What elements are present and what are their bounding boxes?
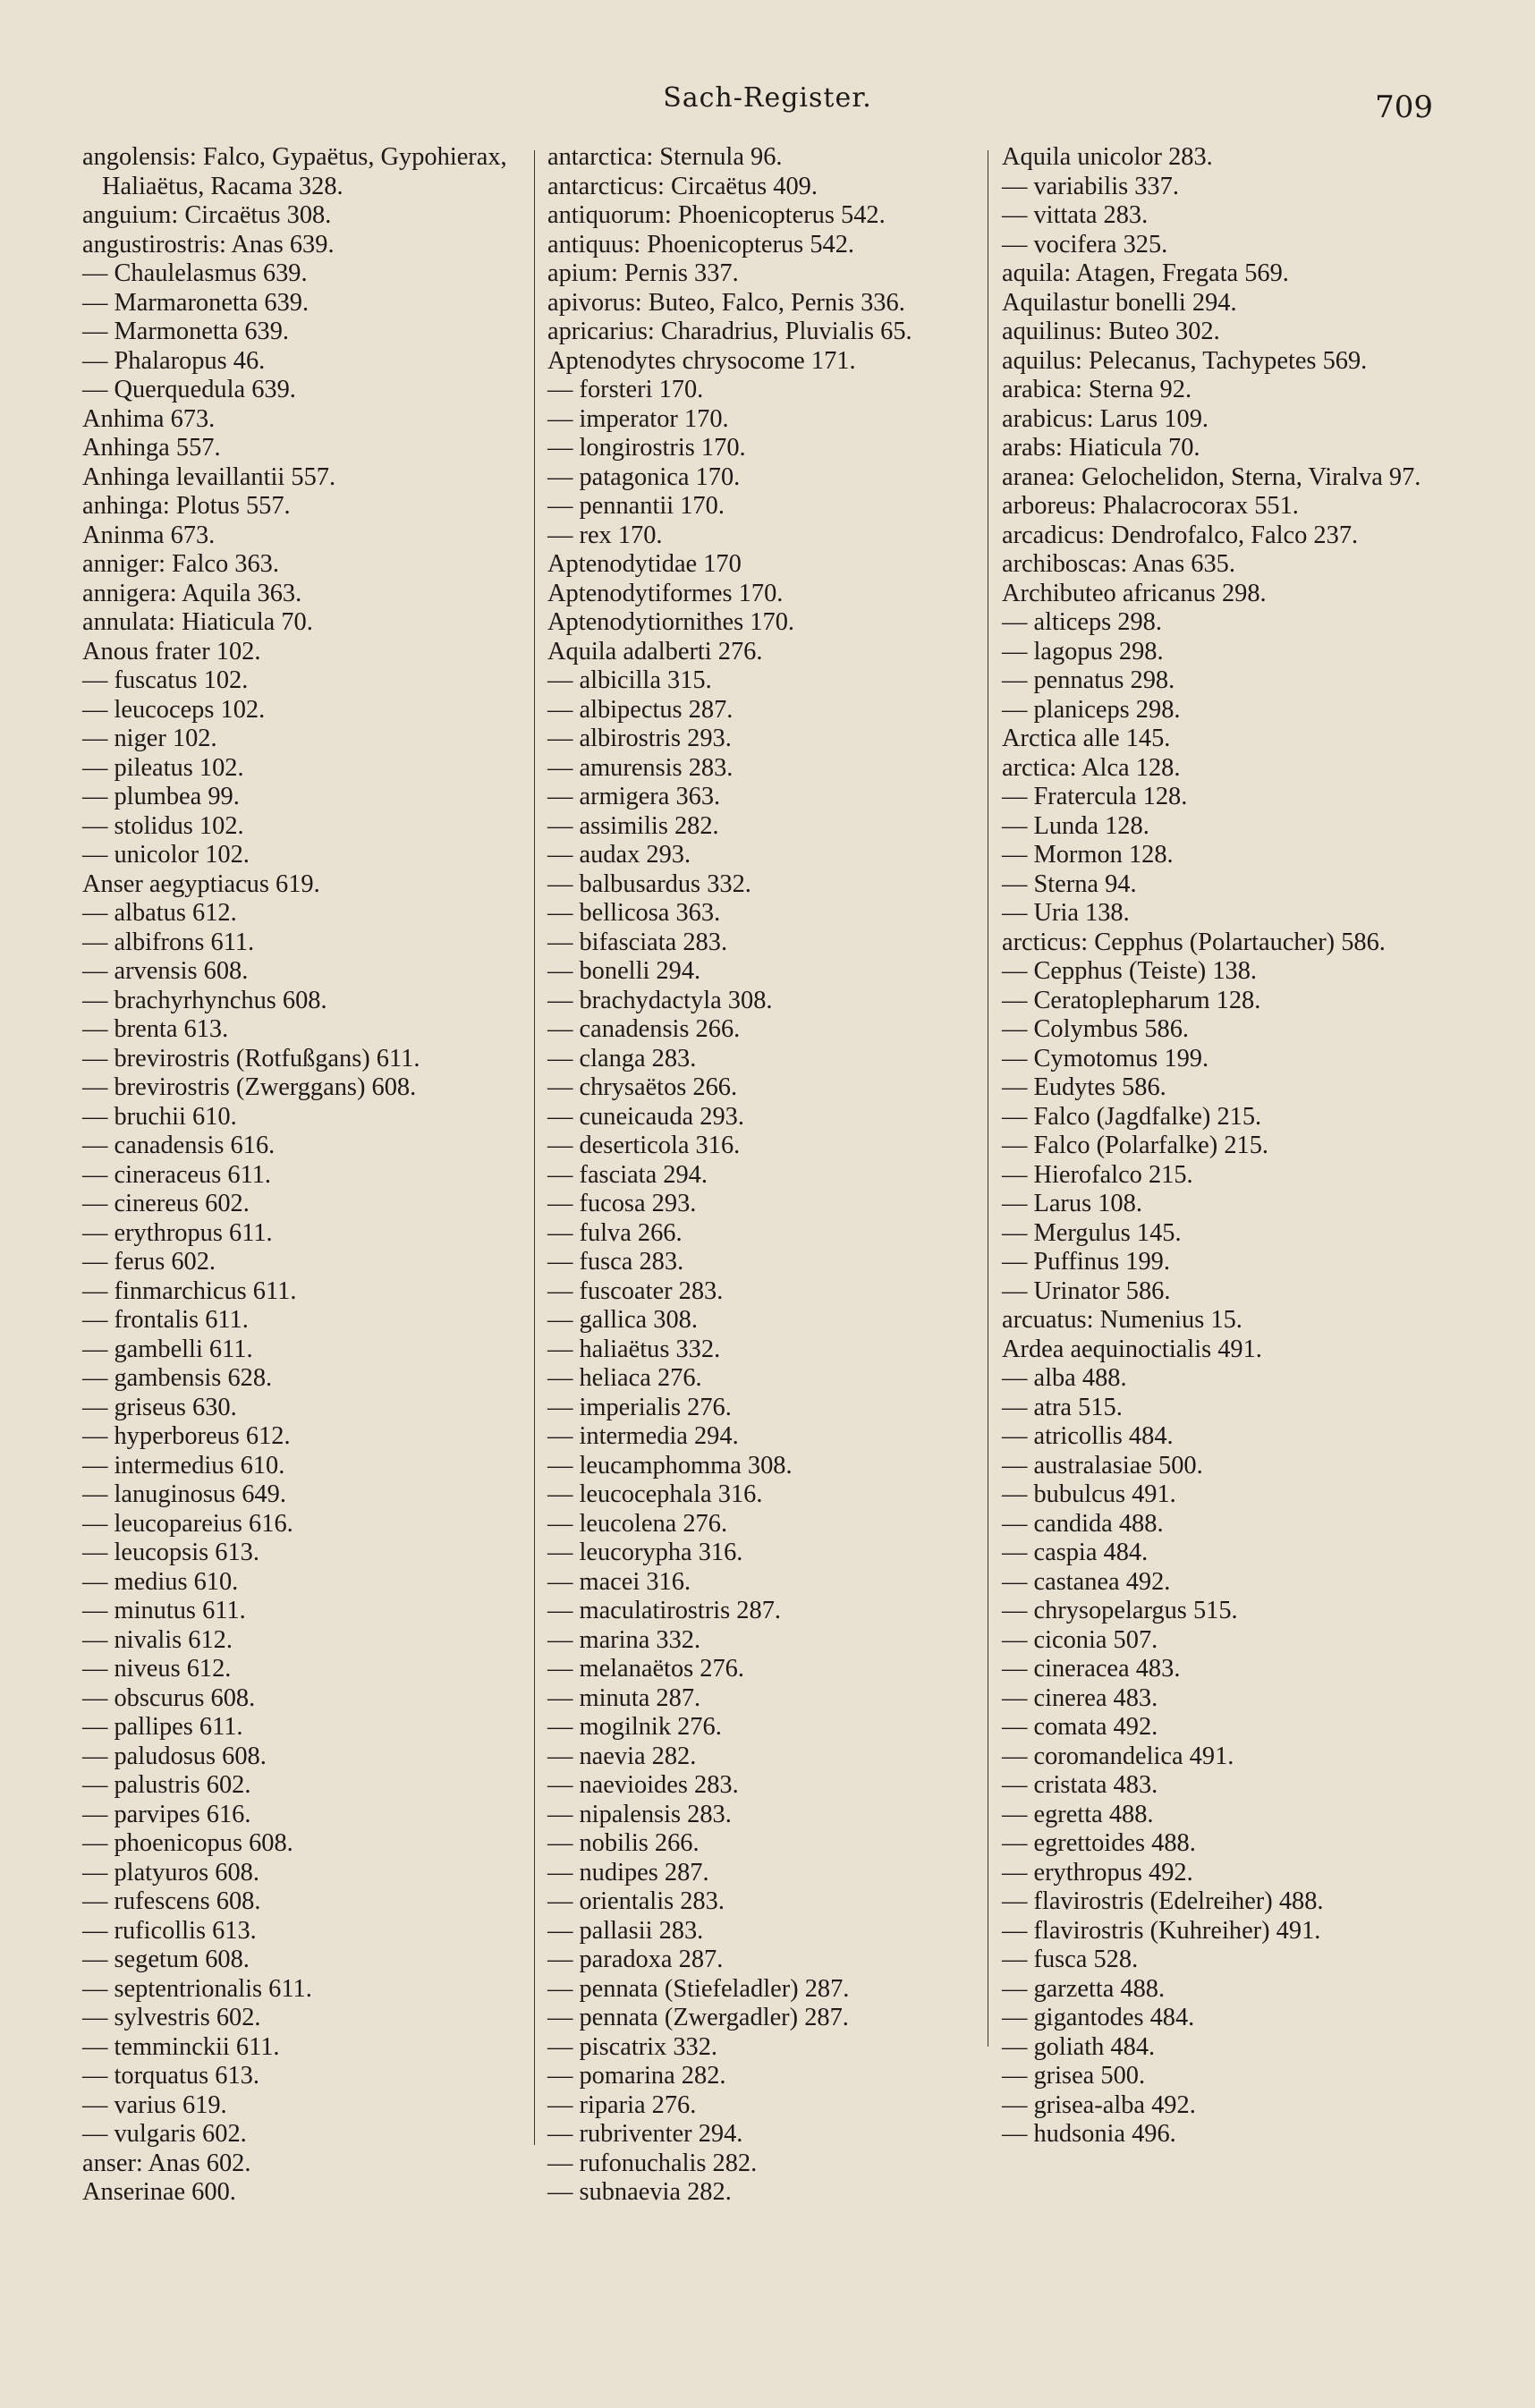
index-entry: archiboscas: Anas 635. xyxy=(1002,550,1235,578)
index-entry: — ruficollis 613. xyxy=(82,1916,257,1945)
index-entry: — naevia 282. xyxy=(547,1742,697,1770)
index-entry: Aninma 673. xyxy=(82,521,216,549)
index-entry: — bifasciata 283. xyxy=(547,928,728,956)
index-entry: — balbusardus 332. xyxy=(547,869,751,898)
index-entry: — maculatirostris 287. xyxy=(547,1597,781,1624)
index-entry: — platyuros 608. xyxy=(82,1858,259,1887)
index-entry: — comata 492. xyxy=(1002,1713,1158,1741)
index-entry: — pennatus 298. xyxy=(1002,666,1175,694)
index-entry: — niveus 612. xyxy=(82,1655,232,1683)
index-entry: Aquila adalberti 276. xyxy=(547,637,763,666)
index-entry: — albirostris 293. xyxy=(547,725,732,752)
index-entry: — hyperboreus 612. xyxy=(82,1422,291,1450)
index-entry: — coromandelica 491. xyxy=(1002,1742,1234,1770)
index-entry: — varius 619. xyxy=(82,2090,227,2119)
index-entry: — rex 170. xyxy=(547,521,663,549)
index-entry: annulata: Hiaticula 70. xyxy=(82,608,313,636)
index-entry: — frontalis 611. xyxy=(82,1306,249,1334)
index-entry: — fucosa 293. xyxy=(547,1190,697,1217)
index-entry: — pennantii 170. xyxy=(547,492,725,520)
index-entry: — nobilis 266. xyxy=(547,1829,700,1857)
index-entry: — medius 610. xyxy=(82,1567,239,1596)
index-entry: — Falco (Polarfalke) 215. xyxy=(1002,1132,1269,1159)
index-entry: — brachyrhynchus 608. xyxy=(82,986,327,1014)
index-entry: — gallica 308. xyxy=(547,1306,698,1334)
index-entry: — palustris 602. xyxy=(82,1771,251,1799)
index-entry: — obscurus 608. xyxy=(82,1683,256,1712)
index-entry: antarcticus: Circaëtus 409. xyxy=(547,172,818,200)
index-entry: — Marmaronetta 639. xyxy=(82,288,310,317)
index-entry: — vittata 283. xyxy=(1002,201,1149,229)
index-entry: — castanea 492. xyxy=(1002,1567,1171,1596)
index-entry: — leucopsis 613. xyxy=(82,1539,259,1566)
index-entry: Anser aegyptiacus 619. xyxy=(82,869,320,898)
index-entry: antarctica: Sternula 96. xyxy=(547,143,783,171)
index-entry: arcadicus: Dendrofalco, Falco 237. xyxy=(1002,521,1359,549)
index-entry: — albatus 612. xyxy=(82,899,237,927)
index-entry: — albicilla 315. xyxy=(547,666,712,694)
index-entry: aquila: Atagen, Fregata 569. xyxy=(1002,259,1289,287)
index-entry: — amurensis 283. xyxy=(547,753,734,782)
index-entry: — Puffinus 199. xyxy=(1002,1248,1170,1276)
index-entry: — Querquedula 639. xyxy=(82,376,296,403)
index-entry: arctica: Alca 128. xyxy=(1002,753,1181,782)
index-entry: — pennata (Zwergadler) 287. xyxy=(547,2004,849,2031)
index-entry: — plumbea 99. xyxy=(82,783,240,810)
index-entry: — hudsonia 496. xyxy=(1002,2120,1176,2148)
index-entry: — chrysopelargus 515. xyxy=(1002,1597,1238,1624)
index-entry: — bellicosa 363. xyxy=(547,899,721,927)
index-entry: — Cepphus (Teiste) 138. xyxy=(1002,957,1258,985)
index-entry: — forsteri 170. xyxy=(547,376,704,403)
index-entry: — Chaulelasmus 639. xyxy=(82,259,308,287)
index-entry: Archibuteo africanus 298. xyxy=(1002,579,1267,607)
index-entry: — albipectus 287. xyxy=(547,695,734,724)
index-entry: — naevioides 283. xyxy=(547,1771,739,1799)
index-entry: Anhima 673. xyxy=(82,404,216,433)
index-entry: — leucolena 276. xyxy=(547,1509,728,1538)
index-entry: — Fratercula 128. xyxy=(1002,783,1188,810)
index-entry: — niger 102. xyxy=(82,725,217,752)
index-entry: — pallasii 283. xyxy=(547,1916,704,1945)
index-entry: — armigera 363. xyxy=(547,783,721,810)
index-entry: — caspia 484. xyxy=(1002,1539,1149,1566)
index-entry: — fasciata 294. xyxy=(547,1160,708,1189)
index-entry: — alba 488. xyxy=(1002,1364,1127,1392)
index-entry: Aptenodytidae 170 xyxy=(547,550,742,578)
index-entry: — nivalis 612. xyxy=(82,1625,233,1654)
index-entry: — intermedia 294. xyxy=(547,1422,739,1450)
index-entry: — pomarina 282. xyxy=(547,2062,726,2090)
index-column-3 xyxy=(1002,143,1440,2149)
index-entry: arboreus: Phalacrocorax 551. xyxy=(1002,492,1299,520)
index-entry: — planiceps 298. xyxy=(1002,695,1181,724)
index-entry: — Colymbus 586. xyxy=(1002,1015,1190,1043)
index-entry: Aptenodytiformes 170. xyxy=(547,579,784,607)
index-entry: — fusca 283. xyxy=(547,1248,684,1276)
index-entry: — Hierofalco 215. xyxy=(1002,1160,1193,1189)
index-entry: — goliath 484. xyxy=(1002,2032,1156,2061)
index-entry: — Urinator 586. xyxy=(1002,1276,1171,1305)
index-entry: apium: Pernis 337. xyxy=(547,259,739,287)
index-entry: — brevirostris (Rotfußgans) 611. xyxy=(82,1044,420,1073)
index-entry: arabica: Sterna 92. xyxy=(1002,376,1192,403)
index-entry: aranea: Gelochelidon, Sterna, Viralva 97. xyxy=(1002,462,1421,491)
index-entry: — brachydactyla 308. xyxy=(547,986,773,1014)
index-entry: — rubriventer 294. xyxy=(547,2120,743,2148)
index-entry: — fuscatus 102. xyxy=(82,666,249,694)
index-entry: — flavirostris (Kuhreiher) 491. xyxy=(1002,1916,1321,1945)
index-column-1 xyxy=(82,143,525,2208)
index-entry: — gambensis 628. xyxy=(82,1364,273,1392)
index-entry: — bruchii 610. xyxy=(82,1102,237,1131)
index-entry: — egretta 488. xyxy=(1002,1800,1154,1828)
index-entry: Anous frater 102. xyxy=(82,637,261,666)
running-head: Sach-Register. xyxy=(663,82,872,114)
index-entry: — Lunda 128. xyxy=(1002,811,1149,840)
index-entry: — nipalensis 283. xyxy=(547,1800,732,1828)
index-entry: — Cymotomus 199. xyxy=(1002,1044,1209,1073)
index-entry: angustirostris: Anas 639. xyxy=(82,230,335,259)
index-entry: antiquorum: Phoenicopterus 542. xyxy=(547,201,886,229)
index-entry: — paludosus 608. xyxy=(82,1742,267,1770)
index-entry: — haliaëtus 332. xyxy=(547,1335,721,1363)
index-entry: — grisea 500. xyxy=(1002,2062,1146,2090)
index-entry: — Ceratoplepharum 128. xyxy=(1002,986,1261,1014)
index-entry: — piscatrix 332. xyxy=(547,2032,718,2061)
index-entry: — brevirostris (Zwerggans) 608. xyxy=(82,1073,417,1101)
index-entry: aquilus: Pelecanus, Tachypetes 569. xyxy=(1002,346,1368,375)
index-entry: — cinereus 602. xyxy=(82,1190,250,1217)
index-entry: — stolidus 102. xyxy=(82,811,244,840)
index-entry: annigera: Aquila 363. xyxy=(82,579,302,607)
index-entry: — candida 488. xyxy=(1002,1509,1164,1538)
index-entry: — segetum 608. xyxy=(82,1946,250,1973)
index-entry: — cuneicauda 293. xyxy=(547,1102,744,1131)
index-entry: — alticeps 298. xyxy=(1002,608,1162,636)
index-entry: — canadensis 616. xyxy=(82,1132,276,1159)
index-entry: — macei 316. xyxy=(547,1567,691,1596)
index-entry: apivorus: Buteo, Falco, Pernis 336. xyxy=(547,288,905,317)
index-entry: — Mergulus 145. xyxy=(1002,1218,1182,1247)
index-entry: — phoenicopus 608. xyxy=(82,1829,293,1857)
index-entry: anser: Anas 602. xyxy=(82,2149,251,2177)
index-entry: Anserinae 600. xyxy=(82,2178,236,2206)
index-entry: — bonelli 294. xyxy=(547,957,701,985)
index-entry: — vocifera 325. xyxy=(1002,230,1168,259)
index-entry: — minuta 287. xyxy=(547,1683,701,1712)
index-entry: — Phalaropus 46. xyxy=(82,346,266,375)
index-entry: — pallipes 611. xyxy=(82,1713,243,1741)
index-entry: — rufescens 608. xyxy=(82,1887,261,1915)
index-entry: — minutus 611. xyxy=(82,1597,246,1624)
index-entry: — gambelli 611. xyxy=(82,1335,253,1363)
index-entry: — nudipes 287. xyxy=(547,1858,709,1887)
index-entry: — pennata (Stiefeladler) 287. xyxy=(547,1974,850,2003)
index-entry: — ciconia 507. xyxy=(1002,1625,1158,1654)
index-entry: — intermedius 610. xyxy=(82,1451,285,1480)
index-entry: arabs: Hiaticula 70. xyxy=(1002,434,1200,462)
index-entry: — atra 515. xyxy=(1002,1393,1123,1421)
index-entry: Arctica alle 145. xyxy=(1002,725,1171,752)
index-column-2 xyxy=(547,143,981,2208)
index-entry: apricarius: Charadrius, Pluvialis 65. xyxy=(547,318,912,345)
index-entry: — finmarchicus 611. xyxy=(82,1276,297,1305)
index-entry: — Mormon 128. xyxy=(1002,841,1174,869)
index-entry: — melanaëtos 276. xyxy=(547,1655,744,1683)
page-number: 709 xyxy=(1375,89,1433,125)
index-entry: — Larus 108. xyxy=(1002,1190,1142,1217)
index-entry: — parvipes 616. xyxy=(82,1800,251,1828)
index-entry: — assimilis 282. xyxy=(547,811,719,840)
index-entry: — leucopareius 616. xyxy=(82,1509,293,1538)
index-entry: — rufonuchalis 282. xyxy=(547,2149,758,2177)
index-entry: — chrysaëtos 266. xyxy=(547,1073,738,1101)
index-entry: arcticus: Cepphus (Polartaucher) 586. xyxy=(1002,928,1386,956)
index-entry: — leucorypha 316. xyxy=(547,1539,743,1566)
index-entry: — heliaca 276. xyxy=(547,1364,702,1392)
index-entry: Aquilastur bonelli 294. xyxy=(1002,288,1237,317)
index-entry: — fulva 266. xyxy=(547,1218,683,1247)
index-entry: anguium: Circaëtus 308. xyxy=(82,201,332,229)
index-entry: — fusca 528. xyxy=(1002,1946,1139,1973)
index-entry: — vulgaris 602. xyxy=(82,2120,247,2148)
index-entry: — Uria 138. xyxy=(1002,899,1130,927)
index-entry: — unicolor 102. xyxy=(82,841,250,869)
index-entry: — cineracea 483. xyxy=(1002,1655,1181,1683)
index-entry: Aptenodytes chrysocome 171. xyxy=(547,346,856,375)
column-divider-1 xyxy=(534,150,535,2145)
index-entry: — septentrionalis 611. xyxy=(82,1974,312,2003)
index-entry: Anhinga levaillantii 557. xyxy=(82,462,336,491)
index-entry: antiquus: Phoenicopterus 542. xyxy=(547,230,855,259)
index-entry: — flavirostris (Edelreiher) 488. xyxy=(1002,1887,1324,1915)
index-entry: — grisea-alba 492. xyxy=(1002,2090,1196,2119)
index-entry: — deserticola 316. xyxy=(547,1132,741,1159)
index-entry: arabicus: Larus 109. xyxy=(1002,404,1208,433)
index-entry: — bubulcus 491. xyxy=(1002,1480,1176,1508)
index-entry: — brenta 613. xyxy=(82,1015,229,1043)
index-entry: — paradoxa 287. xyxy=(547,1946,724,1973)
index-entry: — lagopus 298. xyxy=(1002,637,1164,666)
index-entry: — erythropus 611. xyxy=(82,1218,273,1247)
index-entry: — variabilis 337. xyxy=(1002,172,1179,200)
index-entry: — griseus 630. xyxy=(82,1393,237,1421)
index-entry: — cristata 483. xyxy=(1002,1771,1158,1799)
index-entry: — atricollis 484. xyxy=(1002,1422,1174,1450)
index-entry: angolensis: Falco, Gypaëtus, Gypohierax, Haliaëtus, Racama 328. xyxy=(82,143,507,200)
index-entry: — gigantodes 484. xyxy=(1002,2004,1195,2031)
index-entry: — arvensis 608. xyxy=(82,957,249,985)
index-entry: — imperialis 276. xyxy=(547,1393,732,1421)
index-entry: — lanuginosus 649. xyxy=(82,1480,286,1508)
index-entry: — Falco (Jagdfalke) 215. xyxy=(1002,1102,1262,1131)
index-entry: Anhinga 557. xyxy=(82,434,221,462)
index-entry: — clanga 283. xyxy=(547,1044,697,1073)
index-entry: Aptenodytiornithes 170. xyxy=(547,608,794,636)
index-entry: — imperator 170. xyxy=(547,404,729,433)
index-entry: arcuatus: Numenius 15. xyxy=(1002,1306,1242,1334)
index-entry: — orientalis 283. xyxy=(547,1887,725,1915)
index-entry: anhinga: Plotus 557. xyxy=(82,492,291,520)
index-entry: — leucamphomma 308. xyxy=(547,1451,793,1480)
index-entry: — Eudytes 586. xyxy=(1002,1073,1166,1101)
index-entry: — ferus 602. xyxy=(82,1248,216,1276)
index-entry: — leucoceps 102. xyxy=(82,695,266,724)
index-entry: — fuscoater 283. xyxy=(547,1276,724,1305)
index-entry: — longirostris 170. xyxy=(547,434,746,462)
index-entry: — subnaevia 282. xyxy=(547,2178,732,2206)
index-entry: — egrettoides 488. xyxy=(1002,1829,1196,1857)
index-entry: aquilinus: Buteo 302. xyxy=(1002,318,1220,345)
index-entry: — audax 293. xyxy=(547,841,691,869)
index-entry: — albifrons 611. xyxy=(82,928,255,956)
index-entry: — cinerea 483. xyxy=(1002,1683,1158,1712)
index-entry: — canadensis 266. xyxy=(547,1015,741,1043)
index-entry: — temminckii 611. xyxy=(82,2032,280,2061)
index-entry: — mogilnik 276. xyxy=(547,1713,722,1741)
index-entry: — australasiae 500. xyxy=(1002,1451,1203,1480)
index-entry: — erythropus 492. xyxy=(1002,1858,1193,1887)
index-entry: Aquila unicolor 283. xyxy=(1002,143,1213,171)
index-entry: anniger: Falco 363. xyxy=(82,550,279,578)
index-entry: — cineraceus 611. xyxy=(82,1160,272,1189)
index-entry: — riparia 276. xyxy=(547,2090,697,2119)
index-entry: — Sterna 94. xyxy=(1002,869,1137,898)
index-entry: — patagonica 170. xyxy=(547,462,741,491)
index-entry: — Marmonetta 639. xyxy=(82,318,290,345)
index-entry: — pileatus 102. xyxy=(82,753,244,782)
index-entry: — sylvestris 602. xyxy=(82,2004,261,2031)
index-entry: — torquatus 613. xyxy=(82,2062,259,2090)
index-entry: Ardea aequinoctialis 491. xyxy=(1002,1335,1262,1363)
index-entry: — leucocephala 316. xyxy=(547,1480,763,1508)
index-entry: — garzetta 488. xyxy=(1002,1974,1166,2003)
index-entry: — marina 332. xyxy=(547,1625,701,1654)
